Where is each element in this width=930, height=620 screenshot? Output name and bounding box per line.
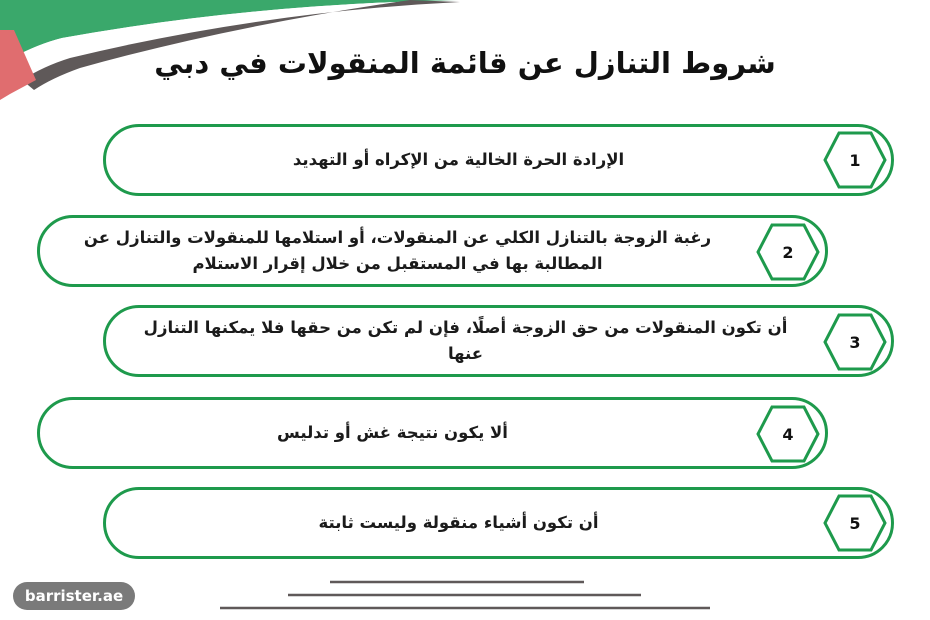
number-label-3: 3: [849, 332, 861, 352]
condition-text-1: الإرادة الحرة الخالية من الإكراه أو التهديد: [292, 150, 625, 170]
brand-badge: barrister.ae: [13, 582, 135, 610]
number-label-5: 5: [849, 513, 861, 533]
number-label-2: 2: [782, 242, 794, 262]
page-title: شروط التنازل عن قائمة المنقولات في دبي: [154, 46, 776, 80]
condition-text-5: أن تكون أشياء منقولة وليست ثابتة: [318, 513, 599, 533]
number-label-1: 1: [849, 150, 861, 170]
condition-text-4: ألا يكون نتيجة غش أو تدليس: [277, 423, 508, 443]
number-label-4: 4: [782, 424, 794, 444]
condition-text-3: أن تكون المنقولات من حق الزوجة أصلًا، فإن لم تكن من حقها فلا يمكنها التنازل عنها: [143, 318, 788, 363]
condition-text-2: رغبة الزوجة بالتنازل الكلي عن المنقولات، أو استلامها للمنقولات والتنازل عن المطالبة بها في المستقبل من خلال إقرار الاستلام: [83, 228, 712, 273]
